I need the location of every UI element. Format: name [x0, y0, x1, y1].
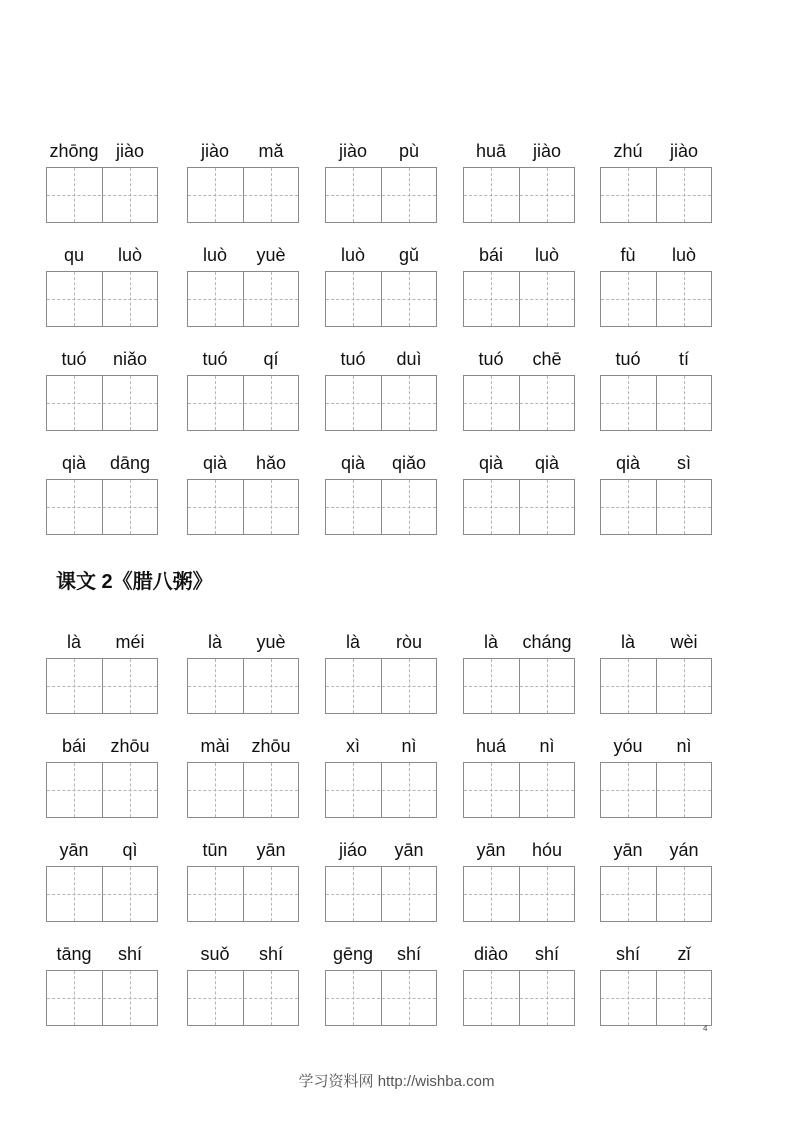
pinyin-label: niǎo [112, 349, 148, 369]
writing-box[interactable] [463, 271, 575, 327]
word-cell [463, 243, 575, 328]
guide-line-horizontal [601, 299, 711, 300]
pinyin-label: zhōu [251, 736, 291, 756]
pinyin-label: bái [61, 736, 87, 756]
writing-box[interactable] [46, 866, 158, 922]
pinyin-label: cháng [522, 632, 572, 652]
guide-line-horizontal [188, 507, 298, 508]
guide-line-horizontal [47, 403, 157, 404]
writing-box[interactable] [325, 271, 437, 327]
pinyin-label: méi [115, 632, 145, 652]
word-cell [463, 451, 575, 536]
guide-line-horizontal [464, 507, 574, 508]
pinyin-label: jiào [669, 141, 699, 161]
word-cell [325, 139, 437, 224]
pinyin-label: yuè [256, 632, 286, 652]
word-cell [187, 838, 299, 923]
guide-line-horizontal [601, 195, 711, 196]
guide-line-horizontal [601, 686, 711, 687]
writing-box[interactable] [187, 479, 299, 535]
word-cell [325, 630, 437, 715]
pinyin-label: là [620, 632, 635, 652]
word-cell [46, 630, 158, 715]
pinyin-label: tí [678, 349, 689, 369]
writing-box[interactable] [463, 658, 575, 714]
pinyin-label: suǒ [200, 944, 230, 964]
word-cell [46, 734, 158, 819]
guide-line-horizontal [47, 195, 157, 196]
pinyin-label: luò [534, 245, 560, 265]
guide-line-horizontal [188, 894, 298, 895]
pinyin-label: gǔ [398, 245, 420, 265]
writing-box[interactable] [463, 375, 575, 431]
word-cell [187, 942, 299, 1027]
word-cell [46, 243, 158, 328]
pinyin-label: nì [676, 736, 692, 756]
writing-box[interactable] [187, 271, 299, 327]
guide-line-horizontal [47, 686, 157, 687]
writing-box[interactable] [325, 866, 437, 922]
pinyin-label: yān [394, 840, 424, 860]
guide-line-horizontal [326, 403, 436, 404]
pinyin-label: yán [669, 840, 699, 860]
guide-line-horizontal [464, 195, 574, 196]
writing-box[interactable] [187, 762, 299, 818]
writing-box[interactable] [325, 167, 437, 223]
pinyin-label: nì [401, 736, 417, 756]
pinyin-label: xì [345, 736, 360, 756]
writing-box[interactable] [600, 479, 712, 535]
word-cell [187, 243, 299, 328]
pinyin-label: sì [676, 453, 691, 473]
guide-line-horizontal [464, 894, 574, 895]
word-cell [600, 630, 712, 715]
writing-box[interactable] [187, 866, 299, 922]
writing-box[interactable] [187, 167, 299, 223]
guide-line-horizontal [188, 790, 298, 791]
guide-line-horizontal [464, 299, 574, 300]
guide-line-horizontal [464, 686, 574, 687]
word-cell [463, 734, 575, 819]
writing-box[interactable] [46, 762, 158, 818]
page-number: 4 [703, 1024, 708, 1033]
word-cell [325, 942, 437, 1027]
guide-line-horizontal [326, 894, 436, 895]
writing-box[interactable] [46, 658, 158, 714]
pinyin-label: yān [256, 840, 286, 860]
pinyin-label: là [483, 632, 498, 652]
word-cell [600, 139, 712, 224]
pinyin-label: qià [61, 453, 87, 473]
writing-box[interactable] [46, 970, 158, 1026]
pinyin-label: dāng [109, 453, 151, 473]
writing-box[interactable] [600, 762, 712, 818]
writing-box[interactable] [325, 970, 437, 1026]
pinyin-label: qià [478, 453, 504, 473]
pinyin-label: jiào [115, 141, 145, 161]
word-cell [325, 838, 437, 923]
guide-line-horizontal [47, 299, 157, 300]
word-cell [187, 630, 299, 715]
pinyin-label: jiào [338, 141, 368, 161]
guide-line-horizontal [601, 507, 711, 508]
writing-box[interactable] [600, 271, 712, 327]
pinyin-label: nì [539, 736, 555, 756]
writing-box[interactable] [463, 762, 575, 818]
pinyin-label: luò [671, 245, 697, 265]
pinyin-label: qiǎo [391, 453, 427, 473]
guide-line-horizontal [188, 998, 298, 999]
word-cell [325, 451, 437, 536]
pinyin-label: hǎo [255, 453, 287, 473]
pinyin-label: tuó [478, 349, 504, 369]
writing-box[interactable] [46, 271, 158, 327]
footer-watermark: 学习资料网 http://wishba.com [298, 1073, 495, 1090]
writing-box[interactable] [463, 866, 575, 922]
word-cell [600, 243, 712, 328]
pinyin-label: qu [63, 245, 85, 265]
writing-box[interactable] [600, 866, 712, 922]
guide-line-horizontal [47, 507, 157, 508]
writing-box[interactable] [325, 479, 437, 535]
pinyin-label: là [345, 632, 360, 652]
guide-line-horizontal [326, 299, 436, 300]
writing-box[interactable] [600, 375, 712, 431]
pinyin-label: fù [620, 245, 636, 265]
pinyin-label: mài [200, 736, 230, 756]
pinyin-label: zhú [613, 141, 643, 161]
word-cell [600, 347, 712, 432]
guide-line-horizontal [326, 686, 436, 687]
pinyin-label: shí [615, 944, 640, 964]
pinyin-label: qià [202, 453, 228, 473]
pinyin-label: tuó [340, 349, 366, 369]
word-cell [463, 630, 575, 715]
pinyin-label: zǐ [677, 944, 691, 964]
word-cell [463, 942, 575, 1027]
writing-box[interactable] [187, 970, 299, 1026]
pinyin-label: shí [258, 944, 283, 964]
pinyin-label: ròu [395, 632, 422, 652]
pinyin-label: bái [478, 245, 504, 265]
word-cell [600, 838, 712, 923]
pinyin-label: jiào [200, 141, 230, 161]
pinyin-label: qià [534, 453, 560, 473]
pinyin-label: shí [117, 944, 142, 964]
pinyin-label: là [66, 632, 81, 652]
pinyin-label: qì [122, 840, 138, 860]
word-cell [187, 347, 299, 432]
word-cell [46, 942, 158, 1027]
word-cell [325, 734, 437, 819]
pinyin-label: luò [340, 245, 366, 265]
pinyin-label: mǎ [258, 141, 284, 161]
pinyin-label: yān [59, 840, 89, 860]
pinyin-label: yóu [613, 736, 643, 756]
guide-line-horizontal [326, 507, 436, 508]
guide-line-horizontal [601, 998, 711, 999]
guide-line-horizontal [464, 790, 574, 791]
word-cell [463, 139, 575, 224]
guide-line-horizontal [601, 790, 711, 791]
section-title: 课文 2《腊八粥》 [56, 571, 213, 593]
pinyin-label: zhōu [110, 736, 150, 756]
word-cell [187, 139, 299, 224]
guide-line-horizontal [188, 686, 298, 687]
word-cell [187, 734, 299, 819]
guide-line-horizontal [188, 403, 298, 404]
writing-box[interactable] [187, 375, 299, 431]
guide-line-horizontal [601, 403, 711, 404]
guide-line-horizontal [188, 195, 298, 196]
word-cell [463, 347, 575, 432]
pinyin-label: diào [473, 944, 509, 964]
writing-box[interactable] [187, 658, 299, 714]
pinyin-label: qí [263, 349, 279, 369]
pinyin-label: chē [532, 349, 562, 369]
writing-box[interactable] [325, 375, 437, 431]
pinyin-label: zhōng [49, 141, 99, 161]
word-cell [600, 942, 712, 1027]
writing-box[interactable] [463, 479, 575, 535]
guide-line-horizontal [326, 195, 436, 196]
writing-box[interactable] [325, 658, 437, 714]
word-cell [46, 451, 158, 536]
pinyin-label: gēng [332, 944, 374, 964]
guide-line-horizontal [464, 998, 574, 999]
pinyin-label: shí [396, 944, 421, 964]
word-cell [325, 243, 437, 328]
word-cell [600, 734, 712, 819]
writing-box[interactable] [600, 970, 712, 1026]
word-cell [325, 347, 437, 432]
pinyin-label: là [207, 632, 222, 652]
guide-line-horizontal [601, 894, 711, 895]
pinyin-label: jiáo [338, 840, 368, 860]
word-cell [600, 451, 712, 536]
pinyin-label: yuè [256, 245, 286, 265]
writing-box[interactable] [600, 658, 712, 714]
pinyin-label: tuó [615, 349, 641, 369]
word-cell [46, 838, 158, 923]
writing-box[interactable] [46, 167, 158, 223]
pinyin-label: yān [476, 840, 506, 860]
guide-line-horizontal [47, 894, 157, 895]
guide-line-horizontal [326, 998, 436, 999]
pinyin-label: huá [475, 736, 507, 756]
word-cell [187, 451, 299, 536]
pinyin-label: wèi [670, 632, 698, 652]
pinyin-label: huā [475, 141, 507, 161]
guide-line-horizontal [47, 998, 157, 999]
pinyin-label: qià [340, 453, 366, 473]
pinyin-label: qià [615, 453, 641, 473]
pinyin-label: tuó [202, 349, 228, 369]
writing-box[interactable] [46, 375, 158, 431]
word-cell [46, 139, 158, 224]
pinyin-label: luò [117, 245, 143, 265]
pinyin-label: duì [396, 349, 422, 369]
pinyin-label: pù [398, 141, 420, 161]
pinyin-label: hóu [531, 840, 563, 860]
writing-box[interactable] [463, 970, 575, 1026]
writing-box[interactable] [46, 479, 158, 535]
pinyin-label: jiào [532, 141, 562, 161]
pinyin-label: yān [613, 840, 643, 860]
word-cell [46, 347, 158, 432]
guide-line-horizontal [47, 790, 157, 791]
guide-line-horizontal [326, 790, 436, 791]
writing-box[interactable] [325, 762, 437, 818]
writing-box[interactable] [600, 167, 712, 223]
pinyin-label: tāng [56, 944, 92, 964]
word-cell [463, 838, 575, 923]
pinyin-label: shí [534, 944, 559, 964]
pinyin-label: tūn [202, 840, 228, 860]
guide-line-horizontal [188, 299, 298, 300]
writing-box[interactable] [463, 167, 575, 223]
pinyin-label: tuó [61, 349, 87, 369]
pinyin-label: luò [202, 245, 228, 265]
guide-line-horizontal [464, 403, 574, 404]
